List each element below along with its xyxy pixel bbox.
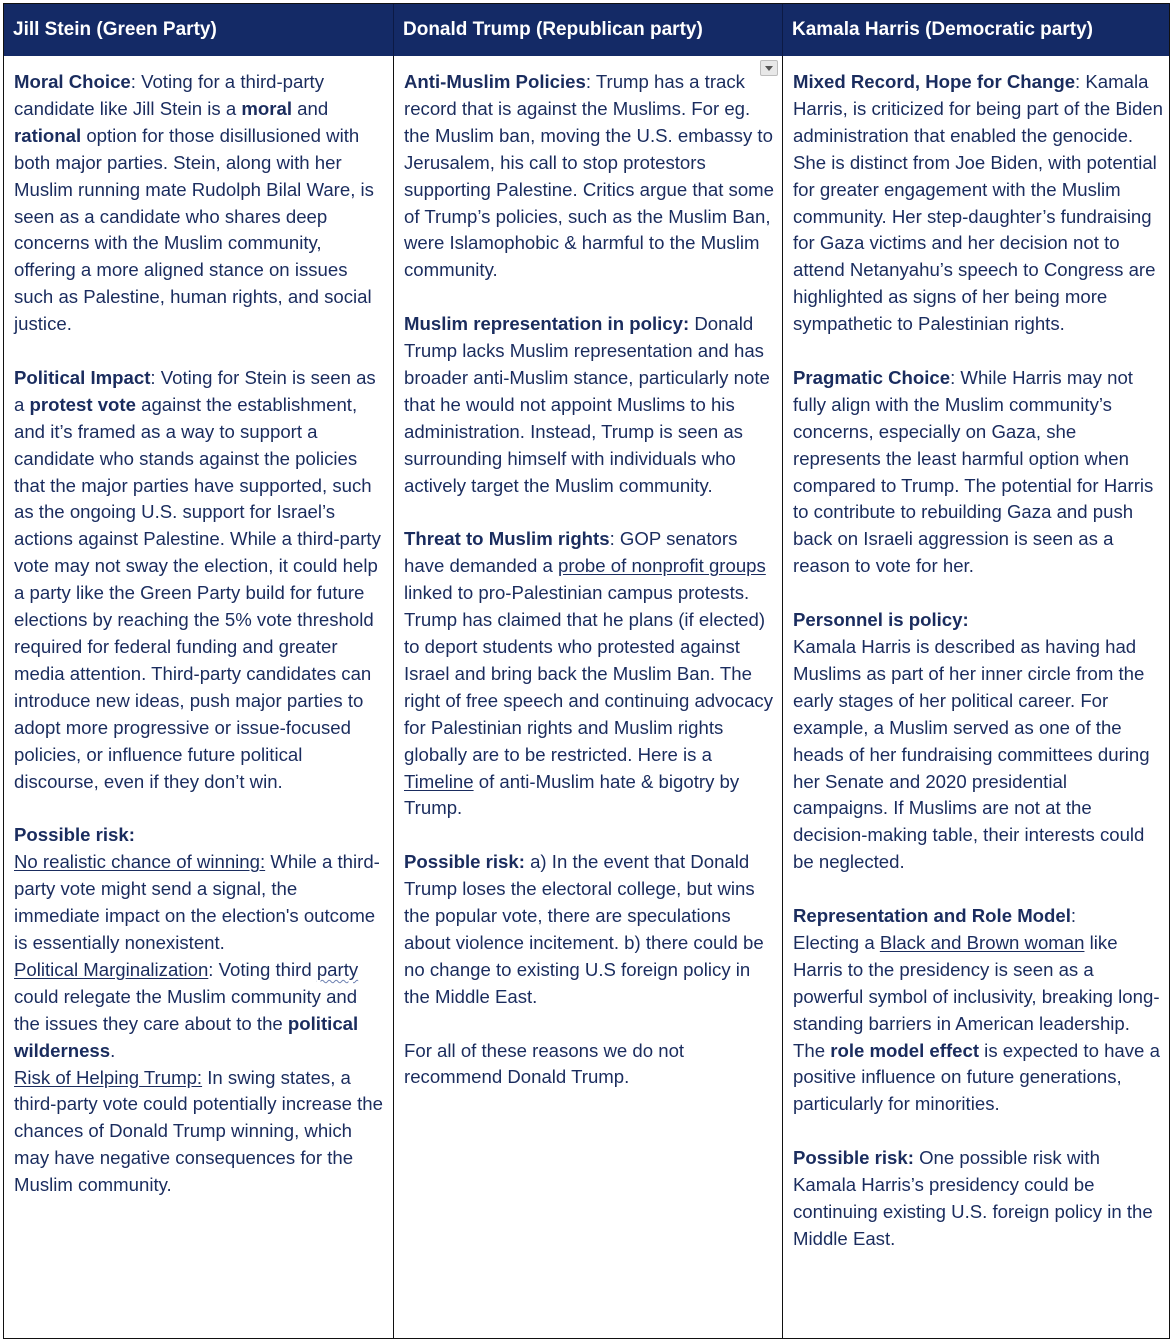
stein-impact-bold-protest-vote: protest vote [29, 393, 136, 415]
harris-mixed-paragraph [793, 69, 1163, 338]
black-brown-woman-link[interactable]: Black and Brown woman [879, 931, 1085, 953]
harris-personnel-title: Personnel is policy: [793, 609, 969, 631]
stein-impact-text: : Voting for Stein is seen as a [14, 366, 376, 415]
stein-moral-bold-moral: moral [241, 97, 293, 119]
stein-risk2-bold: political wilderness [14, 1012, 359, 1061]
harris-mixed-text: : Kamala Harris, is criticized for being part of the Biden administration that enabled the genocide. She is distinct from Joe Biden, with potential for greater engagement with the Muslim community. Her step-daughter’s fundraising for Gaza victims and her decision not to attend Netanyahu’s speech to Congress are highlighted as signs of her being more sympathetic to Palestinian rights. [793, 71, 1163, 335]
stein-risk2-title: Political Marginalization [14, 958, 209, 980]
trump-threat-paragraph [404, 526, 776, 822]
harris-role-text: Electing a [793, 931, 880, 953]
comparison-table [3, 3, 1170, 1339]
harris-risk-text: One possible risk with Kamala Harris’s presidency could be continuing existing U.S. foreign policy in the Middle East. [793, 1147, 1153, 1249]
trump-risk-title: Possible risk: [404, 851, 525, 873]
trump-anti-title: Anti-Muslim Policies [404, 71, 586, 92]
trump-threat-text-3: of anti-Muslim hate & bigotry by Trump. [404, 770, 740, 819]
stein-risk-title: Possible risk: [14, 824, 135, 846]
trump-anti-paragraph [404, 69, 776, 284]
stein-impact-text-2: against the establishment, and it’s framed as a way to support a candidate who stands against the policies that the major parties have supported, such as the ongoing U.S. support for Israel’s actions against Palestine. While a third-party vote may not sway the election, it could help a party like the Green Party build for future elections by reaching the 5% vote threshold required for federal funding and greater media attention. Third-party candidates can introduce new ideas, push major parties to adopt more progressive or issue-focused policies, or influence future political discourse, even if they don’t win. [14, 393, 381, 792]
harris-risk-paragraph [793, 1145, 1163, 1253]
stein-risk-paragraph [14, 822, 387, 1199]
harris-risk-title: Possible risk: [793, 1147, 914, 1169]
stein-moral-text-2: and [292, 97, 329, 119]
harris-role-title: Representation and Role Model [793, 905, 1071, 927]
stein-moral-bold-rational: rational [14, 124, 82, 146]
stein-risk2-text-2: could relegate the Muslim community and the issues they care about to the [14, 985, 358, 1034]
harris-personnel-paragraph [793, 607, 1163, 876]
header-stein: Jill Stein (Green Party) [13, 19, 217, 40]
stein-moral-text: : Voting for a third-party candidate like Jill Stein is a [14, 71, 325, 119]
stein-risk2-spellcheck-word[interactable]: party [316, 958, 359, 980]
header-harris: Kamala Harris (Democratic party) [782, 4, 1169, 56]
harris-role-paragraph: Representation and Role Model: Electing a Black and Brown woman like Harris to the presidency is seen as a powerful symbol of inclusivity, breaking long-standing barriers in American leadership. The role model effect is expected to have a positive influence on future generations, particularly for minorities. [793, 905, 1160, 1115]
stein-moral-title: Moral Choice [14, 71, 131, 92]
stein-moral-paragraph [14, 69, 387, 338]
timeline-link[interactable]: Timeline [404, 770, 474, 792]
stein-moral-text-3: option for those disillusioned with both major parties. Stein, along with her Muslim running mate Rudolph Bilal Ware, is seen as a candidate who shares deep concerns with the Muslim community, offering a more aligned stance on issues such as Palestine, human rights, and social justice. [14, 124, 374, 335]
table-header-row [4, 4, 1169, 56]
trump-rep-text: Donald Trump lacks Muslim representation and has broader anti-Muslim stance, particularly note that he would not appoint Muslims to his administration. Instead, Trump is seen as surrounding himself with individuals who actively target the Muslim community. [404, 313, 770, 496]
trump-rep-paragraph [404, 311, 776, 499]
harris-prag-title: Pragmatic Choice [793, 366, 951, 388]
stein-risk3-title: Risk of Helping Trump: [14, 1066, 203, 1088]
harris-role-text-3: is expected to have a positive influence on future generations, particularly for minorities. [793, 1039, 1160, 1115]
stein-impact-title: Political Impact [14, 366, 151, 388]
trump-rep-title: Muslim representation in policy: [404, 313, 690, 335]
trump-risk-paragraph [404, 849, 776, 1010]
harris-mixed-title: Mixed Record, Hope for Change [793, 71, 1076, 92]
stein-risk2-text-3: . [110, 1039, 116, 1061]
table-body-row [4, 56, 1169, 1338]
trump-cell [393, 56, 782, 1338]
trump-threat-title: Threat to Muslim rights [404, 528, 610, 550]
probe-link[interactable]: probe of nonprofit groups [558, 555, 766, 577]
stein-risk3-text: In swing states, a third-party vote could potentially increase the chances of Donald Trump winning, which may have negative consequences for the Muslim community. [14, 1066, 383, 1196]
trump-conclusion: For all of these reasons we do not recommend Donald Trump. [404, 1039, 685, 1088]
trump-anti-text: : Trump has a track record that is against the Muslims. For eg. the Muslim ban, moving the U.S. embassy to Jerusalem, his call to stop protestors supporting Palestine. Critics argue that some of Trump’s policies, such as the Muslim Ban, were Islamophobic & harmful to the Muslim community. [404, 71, 774, 281]
stein-risk1-text: While a third-party vote might send a signal, the immediate impact on the election's outcome is essentially nonexistent. [14, 851, 380, 953]
stein-risk1-title: No realistic chance of winning: [14, 851, 266, 873]
stein-impact-paragraph [14, 365, 387, 796]
harris-prag-text: : While Harris may not fully align with the Muslim community’s concerns, especially on Gaza, she represents the least harmful option when compared to Trump. The potential for Harris to contribute to rebuilding Gaza and push back on Israeli aggression is seen as a reason to vote for her. [793, 366, 1154, 577]
stein-cell [4, 56, 393, 1338]
harris-role-bold: role model effect [830, 1039, 980, 1061]
harris-role-text-2: like Harris to the presidency is seen as a powerful symbol of inclusivity, breaking long-standing barriers in American leadership. The [793, 931, 1160, 1061]
harris-prag-paragraph [793, 365, 1163, 580]
trump-threat-text: : GOP senators have demanded a [404, 528, 738, 577]
header-trump: Donald Trump (Republican party) [393, 4, 782, 56]
trump-risk-text: a) In the event that Donald Trump loses the electoral college, but wins the popular vote, there are speculations about violence incitement. b) there could be no change to existing U.S foreign policy in the Middle East. [404, 851, 764, 1007]
trump-threat-text-2: linked to pro-Palestinian campus protests. Trump has claimed that he plans (if elected) to deport students who protested against Israel and bring back the Muslim Ban. The right of free speech and continuing advocacy for Palestinian rights and Muslim rights globally are to be restricted. Here is a [404, 582, 774, 765]
cell-dropdown-icon[interactable] [760, 60, 778, 76]
stein-risk2-text: : Voting third [208, 958, 317, 980]
harris-personnel-text: Kamala Harris is described as having had Muslims as part of her inner circle from the early stages of her political career. For example, a Muslim served as one of the heads of her fundraising committees during her Senate and 2020 presidential campaigns. If Muslims are not at the decision-making table, their interests could be neglected. [793, 636, 1150, 873]
harris-cell [782, 56, 1169, 1338]
